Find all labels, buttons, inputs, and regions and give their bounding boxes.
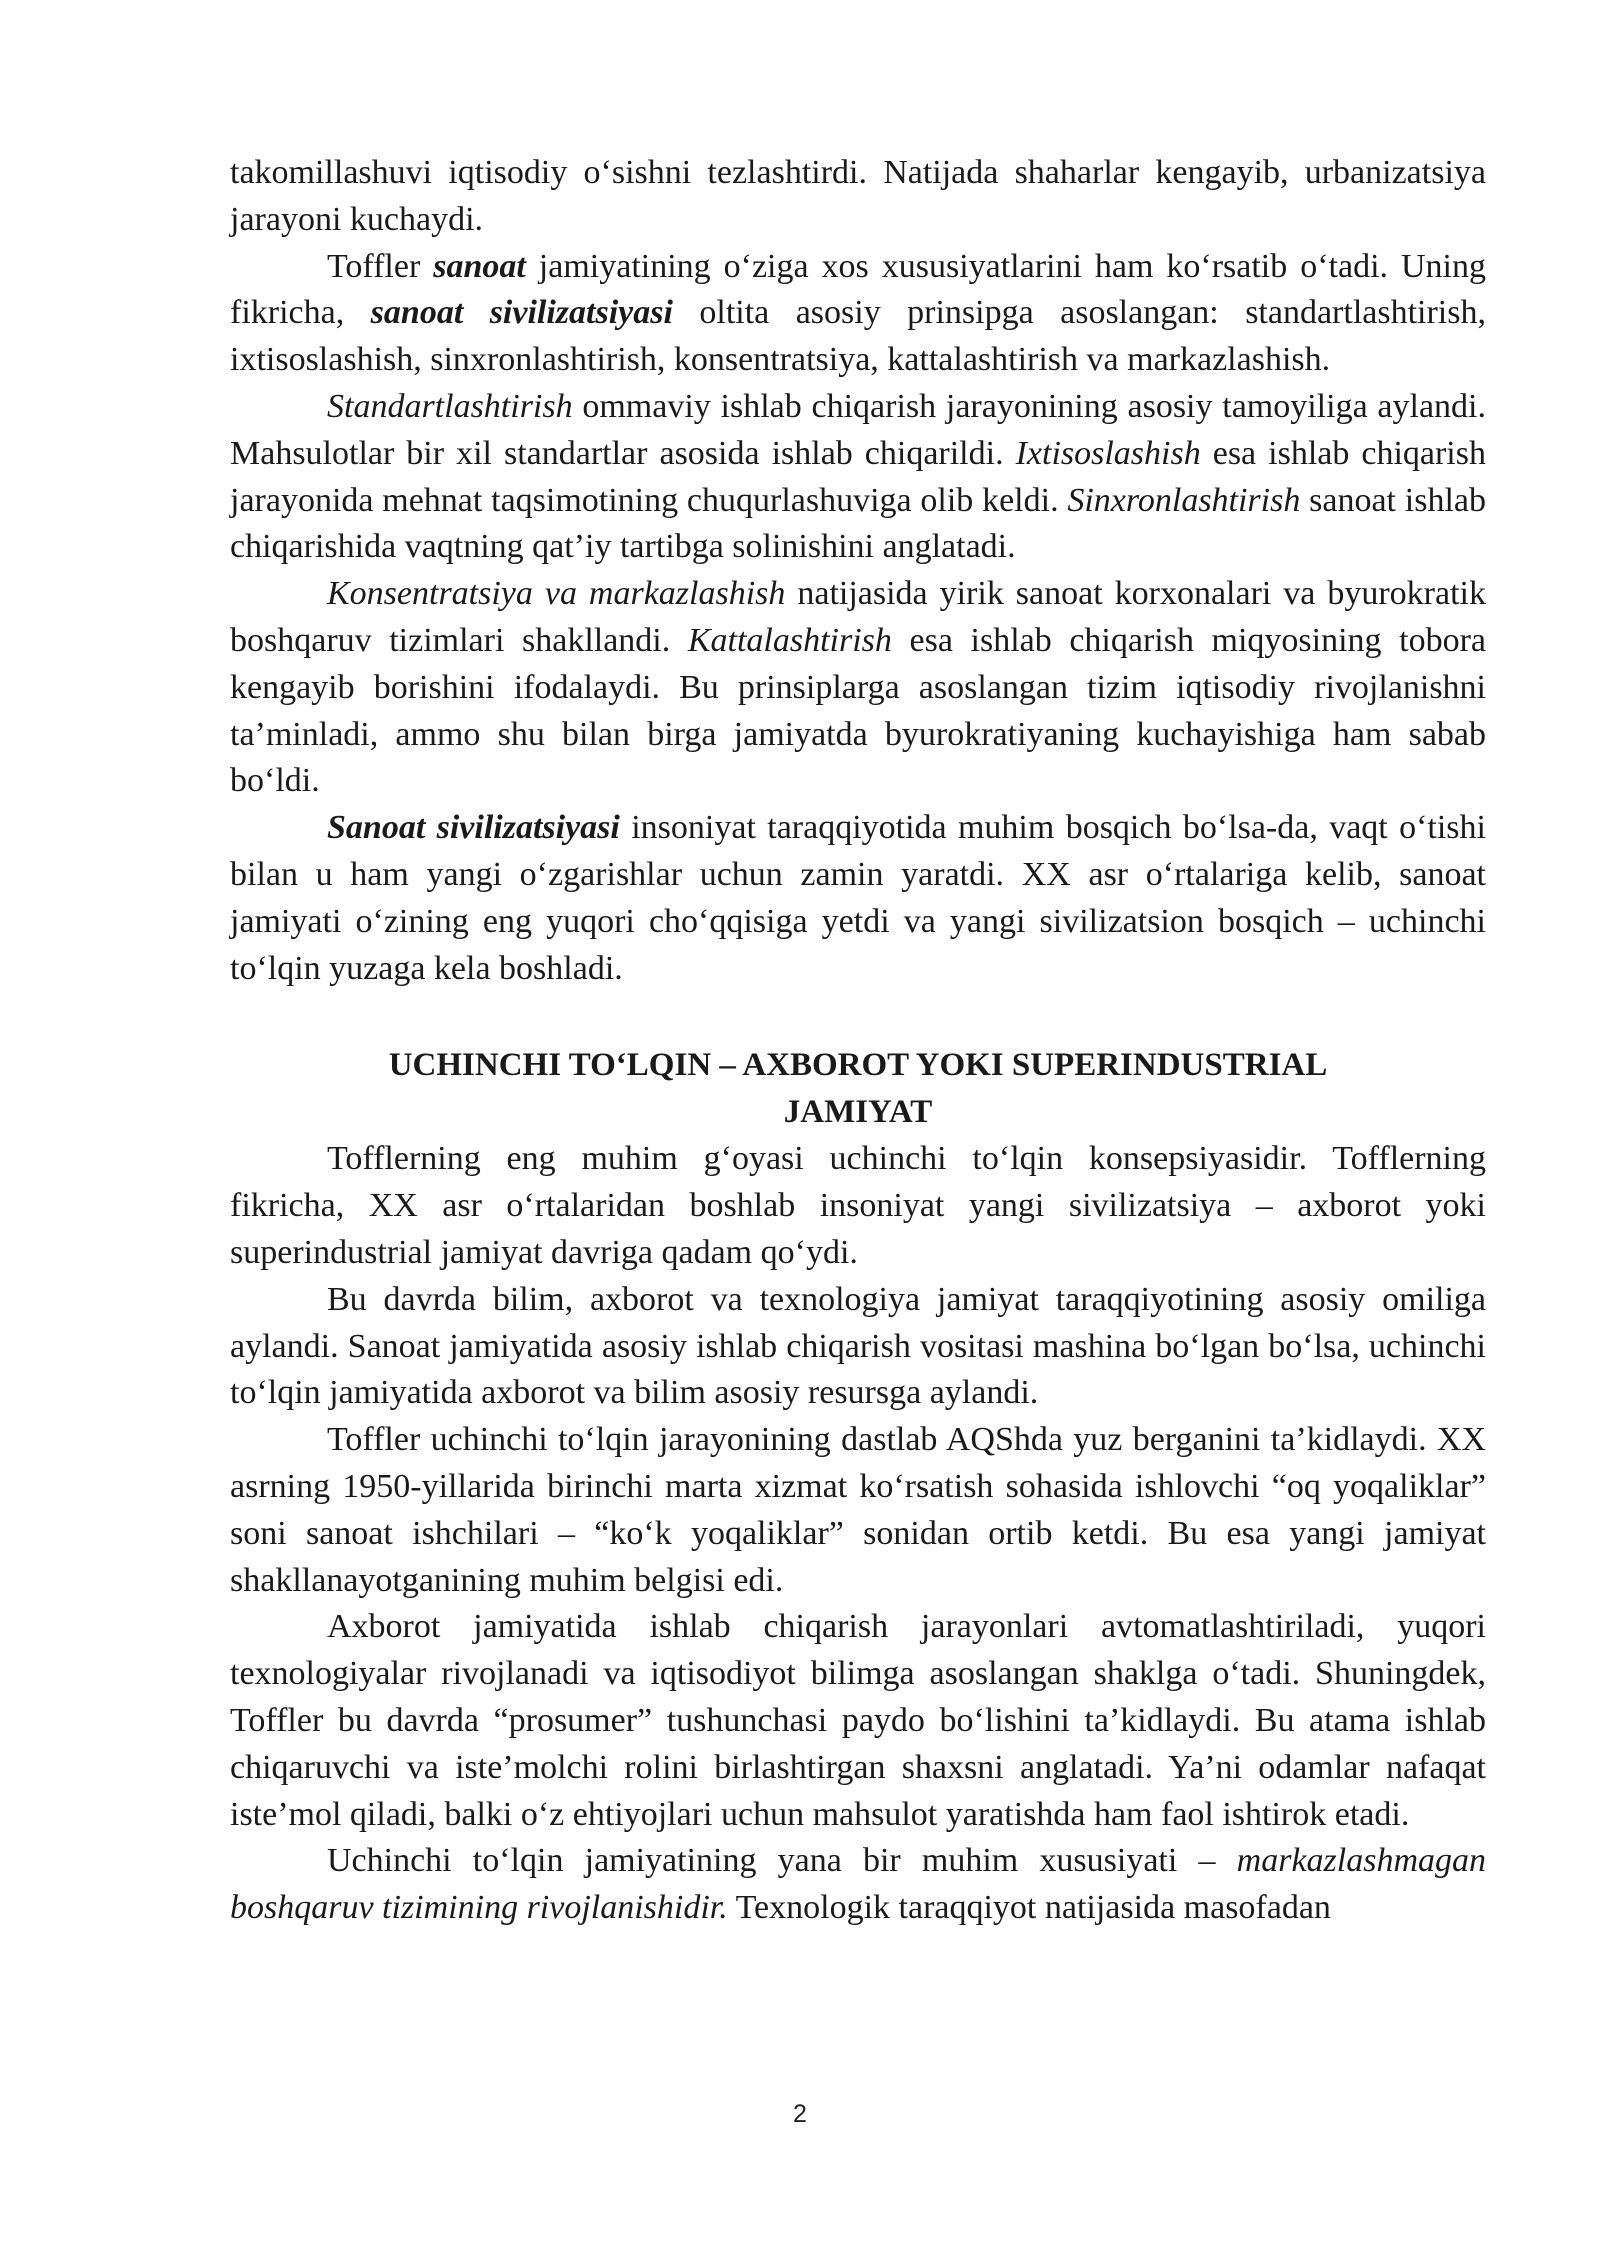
paragraph-text: Texnologik taraqqiyot natijasida masofadan: [727, 1889, 1331, 1927]
paragraph-10: [230, 1838, 1486, 1932]
paragraph-3: [230, 384, 1486, 571]
paragraph-5: [230, 805, 1486, 992]
paragraph-text: natijasida yirik sanoat korxonalari va byurokratik boshqaruv tizimlari shakllandi.: [230, 575, 1486, 659]
paragraph-text: esa ishlab chiqarish jarayonida mehnat taqsimotining chuqurlashuviga olib keldi.: [230, 434, 1486, 519]
paragraph-text: Toffler: [327, 247, 434, 285]
paragraph-text: jamiyatining o‘ziga xos xususiyatlarini ham ko‘rsatib o‘tadi. Uning fikricha,: [230, 247, 1486, 332]
italic-term: markazlashmagan boshqaruv tizimining rivojlanishidir.: [230, 1842, 1486, 1927]
paragraph-text: Uchinchi to‘lqin jamiyatining yana bir muhim xususiyati –: [327, 1842, 1237, 1880]
page-number: 2: [793, 2100, 807, 2128]
document-body: [230, 150, 1486, 1932]
paragraph-2: [230, 244, 1486, 384]
paragraph-9: [230, 1604, 1486, 1838]
paragraph-text: sanoat ishlab chiqarishida vaqtning qat’iy tartibga solinishini anglatadi.: [230, 481, 1486, 566]
paragraph-text: Tofflerning eng muhim g‘oyasi uchinchi to‘lqin konsepsiyasidir. Tofflerning fikricha, XX asr o‘rtalaridan boshlab insoniyat yangi sivilizatsiya – axborot yoki superindustrial jamiyat davriga qadam qo‘ydi.: [230, 1140, 1486, 1271]
paragraph-4: [230, 571, 1486, 805]
emphasis-text: Sanoat sivilizatsiyasi: [327, 809, 620, 847]
paragraph-text: ommaviy ishlab chiqarish jarayonining asosiy tamoyiliga aylandi. Mahsulotlar bir xil standartlar asosida ishlab chiqarildi.: [230, 387, 1486, 472]
heading-line-1: UCHINCHI TO‘LQIN – AXBOROT YOKI SUPERINDUSTRIAL: [388, 1047, 1328, 1084]
paragraph-8: [230, 1417, 1486, 1604]
italic-term: Kattalashtirish: [687, 621, 892, 659]
italic-term: Konsentratsiya va markazlashish: [327, 575, 786, 613]
emphasis-text: sanoat sivilizatsiyasi: [370, 294, 673, 332]
emphasis-text: sanoat: [433, 247, 526, 285]
paragraph-6: [230, 1136, 1486, 1276]
paragraph-text: Bu davrda bilim, axborot va texnologiya jamiyat taraqqiyotining asosiy omiliga aylandi. Sanoat jamiyatida asosiy ishlab chiqarish vositasi mashina bo‘lgan bo‘lsa, uchinchi to‘lqin jamiyatida axborot va bilim asosiy resursga aylandi.: [230, 1280, 1486, 1412]
section-heading: [230, 1042, 1486, 1136]
paragraph-text: insoniyat taraqqiyotida muhim bosqich bo‘lsa-da, vaqt o‘tishi bilan u ham yangi o‘zgarishlar uchun zamin yaratdi. XX asr o‘rtalariga kelib, sanoat jamiyati o‘zining eng yuqori cho‘qqisiga yetdi va yangi sivilizatsion bosqich – uchinchi to‘lqin yuzaga kela boshladi.: [230, 809, 1486, 987]
italic-term: Standartlashtirish: [327, 387, 573, 425]
paragraph-7: [230, 1277, 1486, 1417]
italic-term: Sinxronlashtirish: [1067, 481, 1301, 519]
heading-line-2: JAMIYAT: [783, 1094, 933, 1131]
paragraph-1: [230, 150, 1486, 244]
paragraph-text: Toffler uchinchi to‘lqin jarayonining dastlab AQShda yuz berganini ta’kidlaydi. XX asrning 1950-yillarida birinchi marta xizmat ko‘rsatish sohasida ishlovchi “oq yoqaliklar” soni sanoat ishchilari – “ko‘k yoqaliklar” sonidan ortib ketdi. Bu esa yangi jamiyat shakllanayotganining muhim belgisi edi.: [230, 1421, 1486, 1599]
paragraph-text: oltita asosiy prinsipga asoslangan: standartlashtirish, ixtisoslashish, sinxronlashtirish, konsentratsiya, kattalashtirish va markazlashish.: [230, 294, 1486, 379]
italic-term: Ixtisoslashish: [1015, 434, 1201, 472]
paragraph-text: esa ishlab chiqarish miqyosining tobora kengayib borishini ifodalaydi. Bu prinsiplarga asoslangan tizim iqtisodiy rivojlanishni ta’minladi, ammo shu bilan birga jamiyatda byurokratiyaning kuchayishiga ham sabab bo‘ldi.: [230, 621, 1487, 800]
paragraph-text: Axborot jamiyatida ishlab chiqarish jarayonlari avtomatlashtiriladi, yuqori texnologiyalar rivojlanadi va iqtisodiyot bilimga asoslangan shaklga o‘tadi. Shuningdek, Toffler bu davrda “prosumer” tushunchasi paydo bo‘lishini ta’kidlaydi. Bu atama ishlab chiqaruvchi va iste’molchi rolini birlashtirgan shaxsni anglatadi. Ya’ni odamlar nafaqat iste’mol qiladi, balki o‘z ehtiyojlari uchun mahsulot yaratishda ham faol ishtirok etadi.: [230, 1608, 1486, 1833]
paragraph-text: takomillashuvi iqtisodiy o‘sishni tezlashtirdi. Natijada shaharlar kengayib, urbanizatsiya jarayoni kuchaydi.: [230, 154, 1486, 238]
